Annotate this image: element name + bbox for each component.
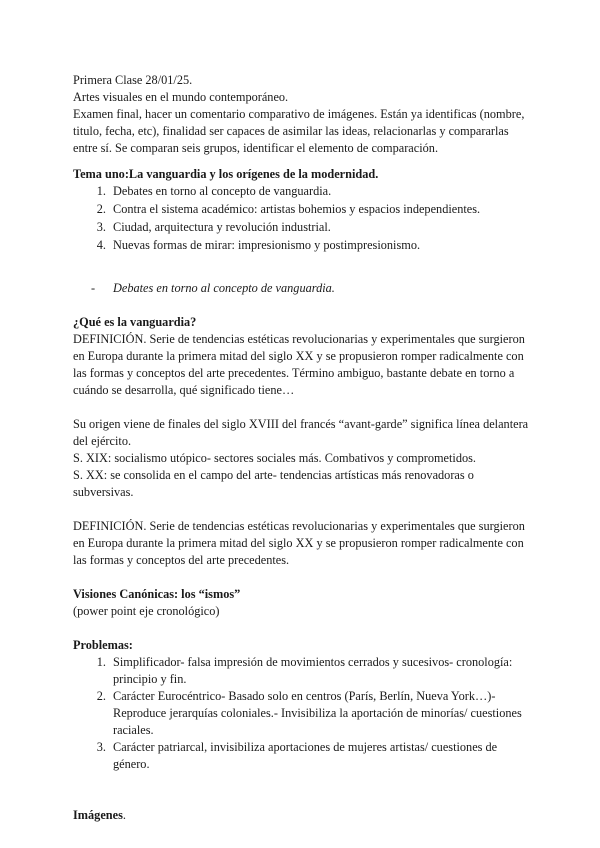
canonical-title: Visiones Canónicas: los “ismos”: [73, 587, 241, 601]
dash-bullet: -: [91, 281, 96, 295]
theme-list: [73, 183, 529, 254]
images-title: Imágenes: [73, 808, 123, 822]
theme-item: 3. Ciudad, arquitectura y revolución industrial.: [109, 219, 529, 236]
problem-item: 3. Carácter patriarcal, invisibiliza aportaciones de mujeres artistas/ cuestiones de género.: [109, 739, 529, 773]
theme-title: Tema uno:La vanguardia y los orígenes de la modernidad.: [73, 167, 379, 181]
subtopic-text: Debates en torno al concepto de vanguardia.: [113, 281, 335, 295]
course-title: Artes visuales en el mundo contemporáneo.: [73, 90, 289, 104]
subtopic: [73, 280, 529, 297]
vanguard-question: ¿Qué es la vanguardia?: [73, 315, 197, 329]
century-xx: S. XX: se consolida en el campo del arte- tendencias artísticas más renovadoras o subversivas.: [73, 468, 474, 499]
definition-paragraph-2: DEFINICIÓN. Serie de tendencias estéticas revolucionarias y experimentales que surgieron en Europa durante la primera mitad del siglo XX y se propusieron romper radicalmente con las formas y conceptos del arte precedentes.: [73, 519, 525, 567]
exam-description: Examen final, hacer un comentario comparativo de imágenes. Están ya identificas (nombre, titulo, fecha, etc), finalidad ser capaces de asimilar las ideas, relacionarlas y compararlas entre sí. Se comparan seis grupos, identificar el elemento de comparación.: [73, 107, 525, 155]
problem-item: 1. Simplificador- falsa impresión de movimientos cerrados y sucesivos- cronología: principio y fin.: [109, 654, 529, 688]
canonical-note: (power point eje cronológico): [73, 604, 220, 618]
theme-item: 1. Debates en torno al concepto de vanguardia.: [109, 183, 529, 200]
problems-list: [73, 654, 529, 773]
theme-item: 4. Nuevas formas de mirar: impresionismo y postimpresionismo.: [109, 237, 529, 254]
origin-paragraph: Su origen viene de finales del siglo XVIII del francés “avant-garde” significa línea delantera del ejército.: [73, 417, 529, 448]
images-suffix: .: [122, 808, 126, 822]
class-date: Primera Clase 28/01/25.: [73, 73, 193, 87]
century-xix: S. XIX: socialismo utópico- sectores sociales más. Combativos y comprometidos.: [73, 451, 477, 465]
problem-item: 2. Carácter Eurocéntrico- Basado solo en centros (París, Berlín, Nueva York…)-Reproduce jerarquías coloniales.- Invisibiliza la aportación de minorías/ cuestiones raciales.: [109, 688, 529, 739]
document-page: [73, 72, 529, 824]
problems-title: Problemas:: [73, 638, 133, 652]
theme-item: 2. Contra el sistema académico: artistas bohemios y espacios independientes.: [109, 201, 529, 218]
images-heading: [73, 807, 529, 824]
definition-paragraph-1: DEFINICIÓN. Serie de tendencias estéticas revolucionarias y experimentales que surgieron en Europa durante la primera mitad del siglo XX y se propusieron romper radicalmente con las formas y conceptos del arte precedentes. Término ambiguo, bastante debate en torno a cuándo se desarrolla, qué significado tiene…: [73, 332, 525, 397]
